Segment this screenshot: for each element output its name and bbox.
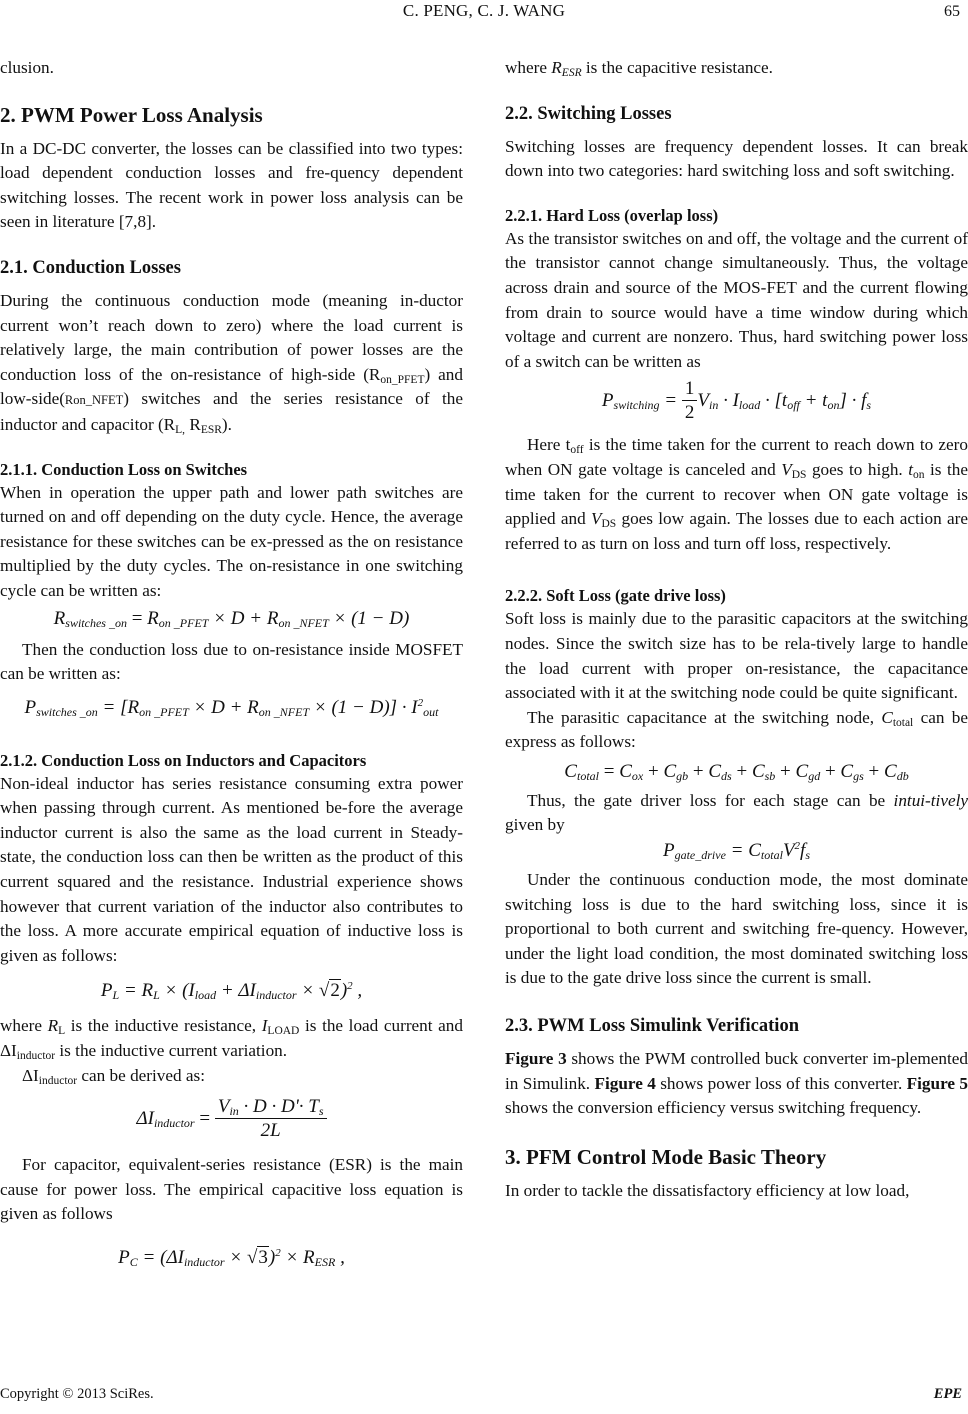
- section-2-heading: 2. PWM Power Loss Analysis: [0, 102, 263, 127]
- equation-p-switches-on: $P_{switches \_on} = [R_{on \_PFET} \times D + R_{on \_NFET} \times (1 - D)] \cdot I^2_{out}$: [24, 696, 439, 719]
- section-2-1-heading: 2.1. Conduction Losses: [0, 257, 181, 278]
- figure-4-reference[interactable]: Figure 4: [594, 1073, 656, 1093]
- section-2-2-heading: 2.2. Switching Losses: [505, 103, 672, 124]
- section-2-paragraph: In a DC-DC converter, the losses can be classified into two types: load dependent conduction losses and fre-quency dependent switching losses. The recent work in power loss analysis can be seen in literature [7,8].: [0, 138, 463, 232]
- equation-r-switches-on: $R_{switches \_on} = R_{on \_PFET} \times D + R_{on \_NFET} \times (1 - D)$: [53, 607, 410, 630]
- equation-delta-i-inductor: $\Delta I_{inductor}$ = $\frac{V_{in} \cdot D \cdot D'\cdot T_s}{2L}$: [0, 1096, 463, 1143]
- section-3-heading: 3. PFM Control Mode Basic Theory: [505, 1144, 827, 1169]
- capacitance-term: C: [795, 760, 809, 782]
- equation-c-total: $C_{total} = C_{ox} + C_{gb} + C_{ds} + C_{sb} + C_{gd} + C_{gs} + C_{db}$: [564, 760, 909, 783]
- section-2-2-1-heading: 2.2.1. Hard Loss (overlap loss): [505, 205, 719, 225]
- section-2-1-2-heading: 2.1.2. Conduction Loss on Inductors and Capacitors: [0, 750, 367, 770]
- section-2-1-1-heading: 2.1.1. Conduction Loss on Switches: [0, 459, 248, 479]
- section-3-paragraph: In order to tackle the dissatisfactory efficiency at low load,: [505, 1180, 910, 1200]
- capacitance-term: C: [884, 760, 897, 782]
- journal-abbreviation: EPE: [933, 1386, 962, 1402]
- section-2-3-paragraph: Figure 3 shows the PWM controlled buck converter im-plemented in Simulink. Figure 4 shows power loss of this converter. Figure 5 shows the conversion efficiency versus switching frequency.: [505, 1049, 968, 1118]
- section-2-2-2-heading: 2.2.2. Soft Loss (gate drive loss): [505, 586, 726, 606]
- capacitance-term: C: [708, 760, 722, 782]
- parasitic-paragraph: The parasitic capacitance at the switching node, $C_{total}$ can be express as follows:: [505, 707, 968, 752]
- section-2-3-heading: 2.3. PWM Loss Simulink Verification: [505, 1016, 799, 1037]
- section-2-2-paragraph: Switching losses are frequency dependent losses. It can break down into two categories: hard switching loss and soft switching.: [505, 136, 968, 181]
- copyright-notice: Copyright © 2013 SciRes.: [0, 1386, 154, 1402]
- equation-p-c: $P_C = (\Delta I_{inductor} \times √3)^2 \times R_{ESR}$ ,: [118, 1247, 345, 1269]
- capacitance-term: C: [619, 760, 632, 782]
- section-2-1-2-paragraph: Non-ideal inductor has series resistance consuming extra power when passing through current. As mentioned be-fore the average inductor current is also the same as the load current in Steady-state, the conduction loss can then be written as the product of this current squared and the resistance. Industrial experience shows however that current variation of the inductor also contributes to the loss. A more accurate empirical equation of inductive loss is given as follows:: [0, 773, 463, 965]
- capacitance-term: C: [751, 760, 765, 782]
- equation-p-switching: $P_{switching}$ = $\frac{1}{2}$ $V_{in} \cdot I_{load} \cdot [t_{off} + t_{on}] \cdot f_s$: [601, 378, 872, 424]
- figure-5-reference[interactable]: Figure 5: [906, 1073, 968, 1093]
- continued-text: clusion.: [0, 58, 54, 77]
- running-head-authors: C. PENG, C. J. WANG: [402, 1, 566, 20]
- right-column: [505, 56, 968, 1203]
- continued-text: where $R_{ESR}$ is the capacitive resistance.: [505, 58, 773, 79]
- derived-paragraph: $\Delta I_{inductor}$ can be derived as:: [22, 1065, 206, 1087]
- left-column: [0, 56, 463, 1271]
- capacitance-term: C: [663, 760, 677, 782]
- page-number: 65: [944, 3, 960, 20]
- equation-p-gate-drive: $P_{gate\_drive} = C_{total}V^2f_s$: [662, 840, 810, 863]
- section-2-1-paragraph: During the continuous conduction mode (meaning in-ductor current won’t reach down to zero) where the load current is relatively large, the main contribution of power losses are the conduction loss of the on-resistance of high-side $(R_{on\_PFET})$ and low-side(Ron_NFET) switches and the series resistance of the inductor and capacitor ($R_{L,}$ $R_{ESR}$).: [0, 290, 463, 436]
- running-head: [0, 0, 968, 24]
- capacitance-term: C: [564, 760, 577, 782]
- where-paragraph: where $R_L$ is the inductive resistance, $I_{LOAD}$ is the load current and $\Delta I_{inductor}$ is the inductive current variation.: [0, 1016, 463, 1063]
- continuous-mode-paragraph: Under the continuous conduction mode, the most dominate switching loss is due to the hard switching loss, since it is proportional to both current and switching fre-quency. However, under the light load condition, the most dominated switching loss is due to the gate drive loss since the current is small.: [505, 870, 968, 988]
- here-paragraph: Here $t_{off}$ is the time taken for the current to reach down to zero when ON gate voltage is canceled and $V_{DS}$ goes to high. $t_{on}$ is the time taken for the current to recover when ON gate voltage is applied and $V_{DS}$ goes low again. The losses due to each action are referred to as turn on loss and turn off loss, respectively.: [505, 435, 968, 553]
- section-2-2-2-paragraph: Soft loss is mainly due to the parasitic capacitors at the switching nodes. Since the switch size has to be rela-tively large to handle the load current with proper on-resistance, the capacitance associated with it at the switching node could be quite significant.: [505, 609, 968, 703]
- gate-driver-paragraph: Thus, the gate driver loss for each stage can be intui-tively given by: [505, 790, 968, 835]
- capacitance-term: C: [840, 760, 854, 782]
- figure-3-reference[interactable]: Figure 3: [505, 1049, 567, 1069]
- section-2-1-1-paragraph: When in operation the upper path and lower path switches are turned on and off depending on the duty cycle. Hence, the average resistance for these switches can be ex-pressed as the on resistance multiplied by the duty cycles. The on-resistance in one switching cycle can be written as:: [0, 482, 463, 600]
- equation-p-l: $P_L = R_L \times (I_{load} + \Delta I_{inductor} \times √2)^2$ ,: [100, 980, 363, 1003]
- capacitor-paragraph: For capacitor, equivalent-series resistance (ESR) is the main cause for power loss. The empirical capacitive loss equation is given as follows: [0, 1155, 463, 1224]
- then-paragraph: Then the conduction loss due to on-resistance inside MOSFET can be written as:: [0, 639, 463, 684]
- section-2-2-1-paragraph: As the transistor switches on and off, the voltage and the current of the transistor cannot change simultaneously. Thus, the voltage across drain and source of the MOS-FET and the current flowing from drain to source would have a time window during which voltage and current are nonzero. Thus, hard switching power loss of a switch can be written as: [505, 228, 968, 371]
